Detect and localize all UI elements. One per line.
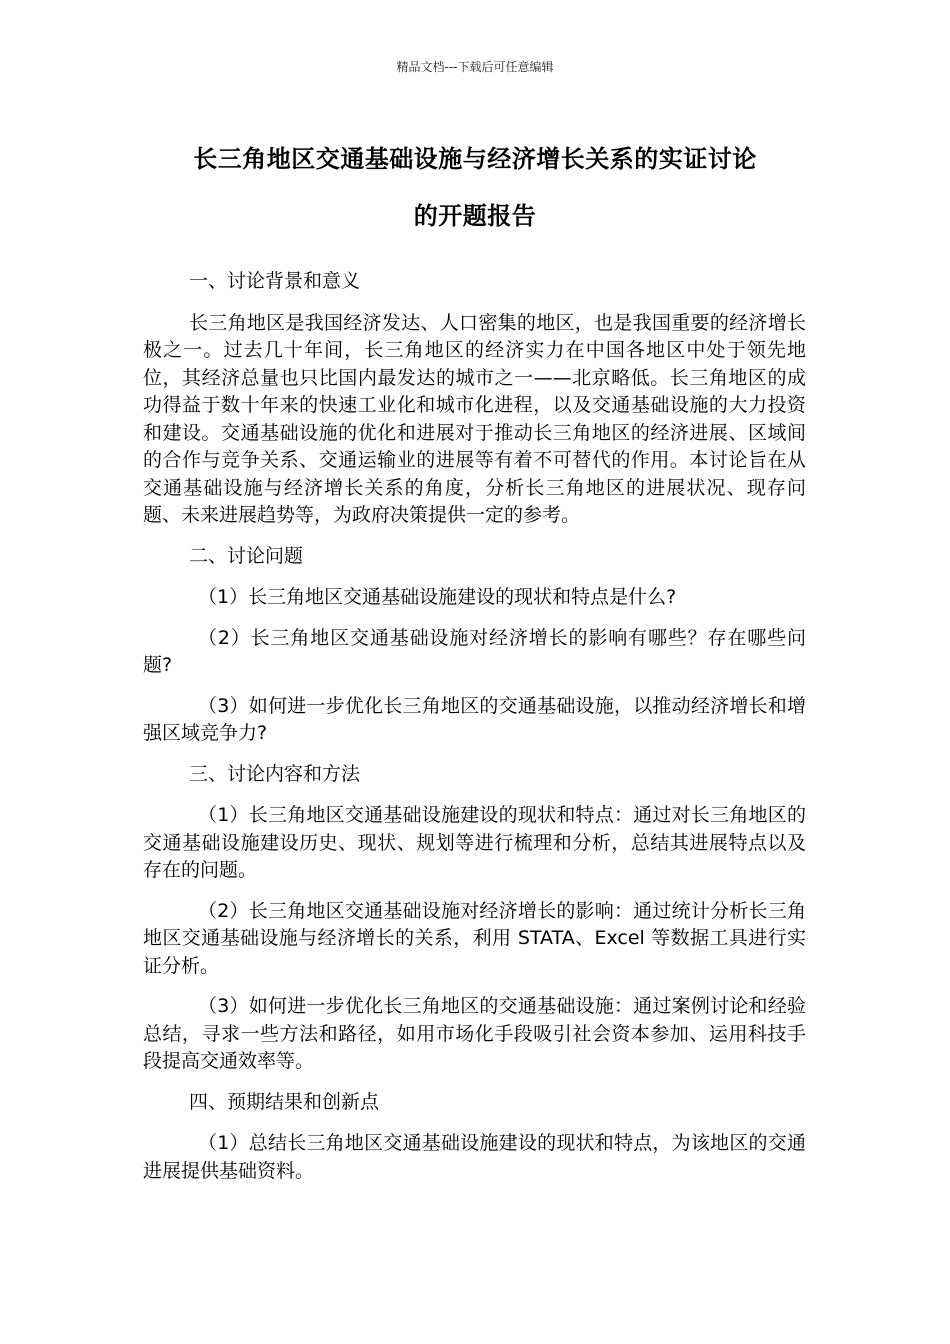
header-note: 精品文档---下载后可任意编辑 [396, 60, 554, 74]
question-item: （3）如何进一步优化长三角地区的交通基础设施，以推动经济增长和增强区域竞争力? [143, 694, 806, 744]
section-heading-background: 一、讨论背景和意义 [189, 270, 361, 292]
method-item: （1）长三角地区交通基础设施建设的现状和特点：通过对长三角地区的交通基础设施建设历史、现状、规划等进行梳理和分析，总结其进展特点以及存在的问题。 [143, 804, 806, 881]
method-item: （3）如何进一步优化长三角地区的交通基础设施：通过案例讨论和经验总结，寻求一些方法和路径，如用市场化手段吸引社会资本参加、运用科技手段提高交通效率等。 [143, 995, 806, 1072]
section-heading-expected-results: 四、预期结果和创新点 [189, 1090, 380, 1113]
question-item: （1）长三角地区交通基础设施建设的现状和特点是什么? [198, 586, 677, 608]
method-item: （2）长三角地区交通基础设施对经济增长的影响：通过统计分析长三角地区交通基础设施与经济增长的关系，利用 STATA、Excel 等数据工具进行实证分析。 [143, 899, 806, 977]
document-title-line-1: 长三角地区交通基础设施与经济增长关系的实证讨论 [193, 145, 757, 173]
document-body [143, 268, 806, 1198]
question-item: （2）长三角地区交通基础设施对经济增长的影响有哪些？存在哪些问题? [143, 626, 806, 676]
document-title-line-2: 的开题报告 [413, 202, 537, 230]
section-heading-questions: 二、讨论问题 [189, 544, 304, 567]
result-item: （1）总结长三角地区交通基础设施建设的现状和特点，为该地区的交通进展提供基础资料。 [143, 1132, 806, 1182]
section-heading-methods: 三、讨论内容和方法 [189, 762, 361, 785]
background-paragraph: 长三角地区是我国经济发达、人口密集的地区，也是我国重要的经济增长极之一。过去几十年间，长三角地区的经济实力在中国各地区中处于领先地位，其经济总量也只比国内最发达的城市之一——北京略低。长三角地区的成功得益于数十年来的快速工业化和城市化进程，以及交通基础设施的大力投资和建设。交通基础设施的优化和进展对于推动长三角地区的经济进展、区域间的合作与竞争关系、交通运输业的进展等有着不可替代的作用。本讨论旨在从交通基础设施与经济增长关系的角度，分析长三角地区的进展状况、现存问题、未来进展趋势等，为政府决策提供一定的参考。 [143, 311, 806, 526]
